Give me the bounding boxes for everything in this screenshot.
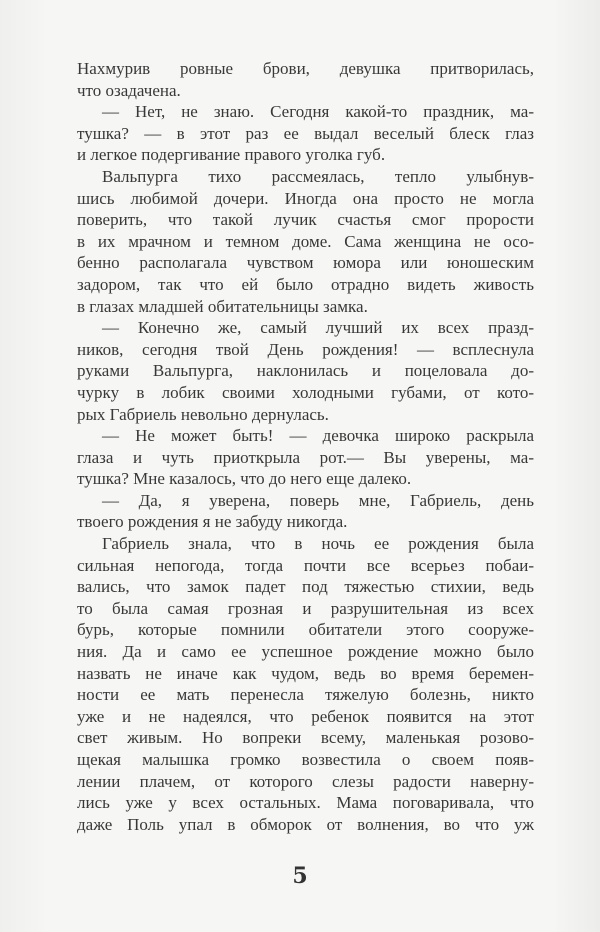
text-line: тушка? — в этот раз ее выдал веселый блеск глаз: [77, 123, 534, 143]
text-line: щекая малышка громко возвестила о своем появ-: [77, 750, 534, 769]
text-line: поверить, что такой лучик счастья смог прорости: [77, 210, 534, 230]
text-line: рых Габриель невольно дернулась.: [77, 404, 329, 424]
text-line: — Да, я уверена, поверь мне, Габриель, день: [102, 490, 534, 510]
text-line: лись уже у всех остальных. Мама поговаривала, что: [77, 793, 534, 813]
body-text: [77, 58, 534, 835]
paragraph: [77, 490, 534, 533]
text-line: и легкое подергивание правого уголка губ.: [77, 145, 386, 165]
text-line: Габриель знала, что в ночь ее рождения была: [102, 534, 534, 554]
page-number: 5: [292, 863, 308, 889]
text-line: тушка? Мне казалось, что до него еще далеко.: [77, 469, 412, 489]
text-line: лении плачем, от которого слезы радости наверну-: [77, 771, 534, 791]
text-line: чурку в лобик своими холодными губами, от кото-: [77, 382, 534, 402]
text-line: Вальпурга тихо рассмеялась, тепло улыбнув-: [102, 166, 534, 186]
text-line: даже Поль упал в обморок от волнения, во что уж: [77, 814, 534, 834]
paragraph: [77, 425, 534, 490]
text-line: что озадачена.: [77, 80, 181, 100]
paragraph: [77, 101, 534, 166]
text-line: Нахмурив ровные брови, девушка притворилась,: [77, 59, 534, 78]
text-line: ния. Да и само ее успешное рождение можно было: [77, 642, 534, 662]
text-line: в глазах младшей обитательницы замка.: [77, 296, 368, 316]
text-line: руками Вальпурга, наклонилась и поцеловала до-: [77, 361, 534, 381]
text-line: — Конечно же, самый лучший их всех празд-: [102, 318, 534, 338]
text-line: — Не может быть! — девочка широко раскрыла: [102, 426, 534, 446]
text-line: в их мрачном и темном доме. Сама женщина не осо-: [77, 231, 534, 251]
text-line: — Нет, не знаю. Сегодня какой-то праздник, ма-: [102, 102, 534, 122]
paragraph: [77, 533, 534, 835]
text-line: бенно располагала чувством юмора или юношеским: [77, 253, 534, 273]
text-line: бурь, которые помнили обитатели этого сооруже-: [77, 620, 534, 640]
text-line: глаза и чуть приоткрыла рот.— Вы уверены, ма-: [77, 447, 534, 467]
paragraph: [77, 166, 534, 317]
paragraph: [77, 317, 534, 425]
text-line: сильная непогода, тогда почти все всерьез побаи-: [77, 555, 534, 575]
text-line: шись любимой дочери. Иногда она просто не могла: [77, 188, 534, 208]
text-line: свет живым. Но вопреки всему, маленькая розово-: [77, 728, 534, 748]
text-line: вались, что замок падет под тяжестью стихии, ведь: [77, 577, 534, 597]
paragraph: [77, 58, 534, 101]
text-line: назвать не иначе как чудом, ведь во время беремен-: [77, 663, 534, 683]
text-line: уже и не надеялся, что ребенок появится на этот: [77, 706, 534, 726]
text-line: ников, сегодня твой День рождения! — всплеснула: [77, 339, 534, 359]
text-line: задором, так что ей было отрадно видеть живость: [77, 274, 534, 294]
text-line: твоего рождения я не забуду никогда.: [77, 512, 348, 532]
text-line: то была самая грозная и разрушительная из всех: [77, 598, 534, 618]
text-line: ности ее мать перенесла тяжелую болезнь, никто: [77, 685, 534, 705]
